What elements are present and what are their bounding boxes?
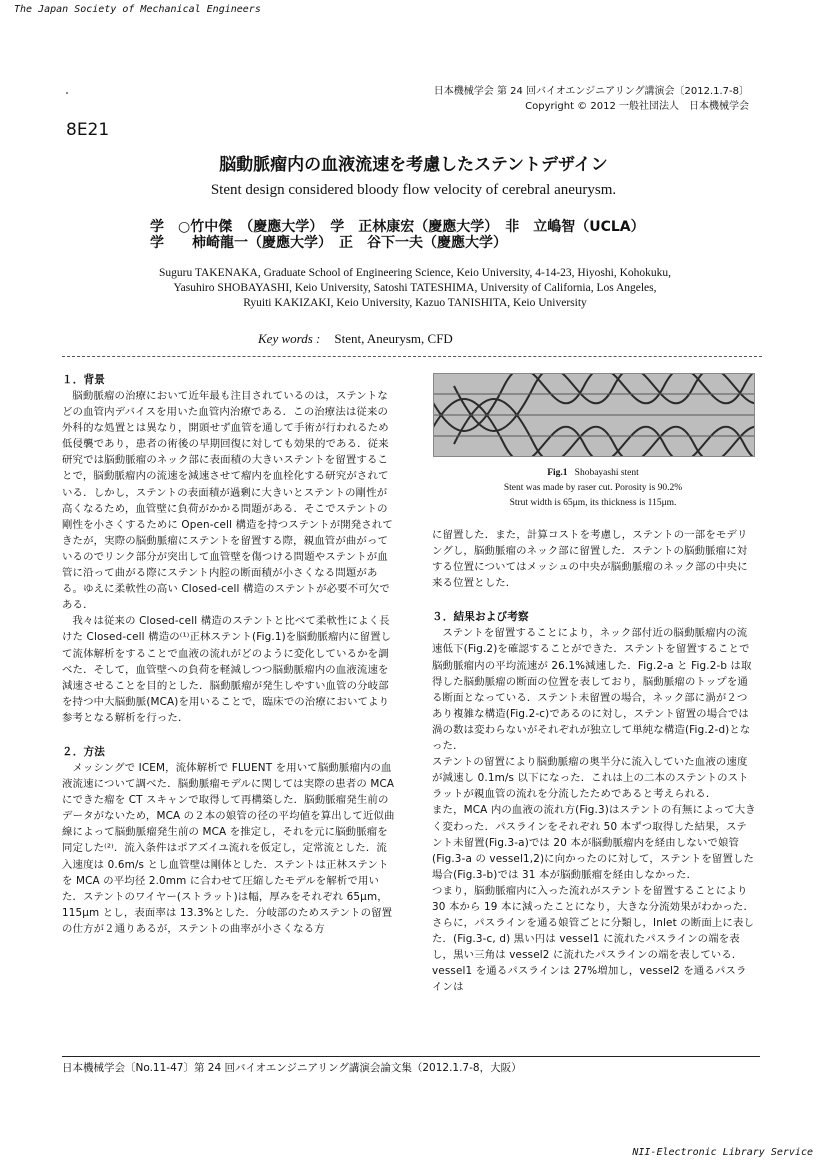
footer-rule [62,1056,760,1057]
figure-label: Fig.1 [547,468,568,478]
paragraph: に留置した．また，計算コストを考慮し，ステントの一部をモデリングし，脳動脈瘤のネック部に留置した．ステントの脳動脈瘤に対する位置についてはメッシュの中央が脳動脈瘤のネック部の中央に来る位置とした． [432,529,748,590]
scan-speck [66,92,68,94]
caption-line: Strut width is 65μm, its thickness is 115μm. [509,498,677,508]
affiliation-line: Ryuiti KAKIZAKI, Keio University, Kazuo TANISHITA, Keio University [243,297,587,309]
affiliations [70,266,760,311]
right-column [432,527,756,996]
caption-line: Stent was made by raser cut. Porosity is 90.2% [503,483,683,493]
keywords-label: Key words : [258,331,321,346]
figure-title: Shobayashi stent [574,468,639,478]
affiliation-line: Yasuhiro SHOBAYASHI, Keio University, Satoshi TATESHIMA, University of California, Los Angeles, [173,282,657,294]
section-heading: １．背景 [62,374,105,386]
paragraph: つまり，脳動脈瘤内に入った流れがステントを留置することにより 30 本から 19 本に減ったことになり，大きな分流効果がわかった．さらに，パスラインを通る娘管ごとに分類し，Inlet の断面上に表した．(Fig.3-c, d) 黒い円は vessel1 に流れたパスラインの端を表し，黒い三角は vessel2 に流れたパスラインの端を表している．vessel1 を通るパスラインは 27%増加し，vessel2 を通るパスラインは [432,884,755,994]
author-row-1: 学 ○竹中傑 （慶應大学） 学 正林康宏（慶應大学） 非 立嶋智（UCLA） [150,219,645,235]
figure-caption [433,466,753,511]
paragraph: また，MCA 内の血液の流れ方(Fig.3)はステントの有無によって大きく変わった．パスラインをそれぞれ 50 本ずつ取得した結果，ステント未留置(Fig.3-a)では 20 本が脳動脈瘤内を経由しないで娘管(Fig.3-a の vessel1,2)に向かったのに対して，ステントを留置した場合(Fig.3-b)では 31 本が脳動脈瘤を経由しなかった． [432,804,756,881]
paragraph: 我々は従来の Closed-cell 構造のステントと比べて柔軟性によく長けた Closed-cell 構造の⁽¹⁾正林ステント(Fig.1)を脳動脈瘤内に留置して流体解析をすることで血液の流れがどのように変化しているかを調べた．そして，血管壁への負荷を軽減しつつ脳動脈瘤内の血液流速を減速させることを目的とした．脳動脈瘤が発生しやすい血管の分岐部を持つ中大脳動脈(MCA)を用いることで，臨床での治療においてより参考となる解析を行った． [62,615,392,724]
stent-figure [433,373,755,457]
stent-mesh-image [434,374,754,456]
conference-line: 日本機械学会 第 24 回バイオエンジニアリング講演会〔2012.1.7-8〕 [433,86,749,97]
left-column [62,372,395,937]
running-header: The Japan Society of Mechanical Engineers [14,4,261,15]
keywords-value: Stent, Aneurysm, CFD [334,331,453,346]
proceedings-footer: 日本機械学会〔No.11-47〕第 24 回バイオエンジニアリング講演会論文集（2012.1.7-8，大阪） [62,1062,522,1074]
paragraph: ステントを留置することにより，ネック部付近の脳動脈瘤内の流速低下(Fig.2)を確認することができた．ステントを留置することで脳動脈瘤内の平均流速が 26.1%減速した．Fig.2-a と Fig.2-b は取得した脳動脈瘤の断面の位置を表しており，脳動脈瘤のトップを通る断面となっている．ステント未留置の場合，ネック部に渦が２つあり複雑な構造(Fig.2-c)であるのに対し，ステント留置の場合では渦の数は変わらないがそれぞれが独立して単純な構造(Fig.2-d)となった． [432,627,752,753]
paper-id: 8E21 [66,120,110,140]
keywords [258,331,453,347]
title-japanese: 脳動脈瘤内の血液流速を考慮したステントデザイン [219,155,608,175]
title-english: Stent design considered bloody flow velocity of cerebral aneurysm. [210,182,617,198]
paragraph: ステントの留置により脳動脈瘤の奥半分に流入していた血液の速度が減速し 0.1m/s 以下になった．これは上の二本のステントのストラットが親血管の流れを分流したためであると考えられる． [432,756,749,801]
author-row-2: 学 柿崎龍一（慶應大学） 正 谷下一夫（慶應大学） [150,235,507,251]
section-heading: ３．結果および考察 [432,611,529,624]
copyright-line: Copyright © 2012 一般社団法人 日本機械学会 [525,101,749,112]
paragraph: 脳動脈瘤の治療において近年最も注目されているのは，ステントなどの血管内デバイスを用いた血管内治療である．この治療法は従来の外科的な処置とは異なり，開頭せず血管を通して手術が行われるため低侵襲であり，患者の術後の早期回復に対しても効果的である．従来研究では脳動脈瘤のネック部に表面積の大きいステントを留置することで，脳動脈瘤内の流速を減速させて瘤内を血栓化する研究がされている．しかし，ステントの表面積が過剰に大きいとステントの剛性が高くなるため，血管壁に負荷がかかる問題がある．そこでステントの剛性を小さくするために Open-cell 構造を持つステントが開発されてきたが，実際の脳動脈瘤にステントを留置する際，親血管が曲がっているのでリンク部分が突出して血管壁を傷つける問題やステントが血管に沿って曲がる際にステント内腔の断面積が小さくなる問題がある。ゆえに柔軟性の高い Closed-cell 構造のステントが必要不可欠である． [62,390,393,612]
affiliation-line: Suguru TAKENAKA, Graduate School of Engineering Science, Keio University, 4-14-23, Hiyoshi, Kohokuku, [158,267,672,279]
running-footer: NII-Electronic Library Service [632,1147,813,1158]
separator-rule [62,356,762,357]
section-heading: ２．方法 [62,745,105,758]
conference-header [434,84,749,114]
paragraph: メッシングで ICEM，流体解析で FLUENT を用いて脳動脈瘤内の血液流速について調べた．脳動脈瘤モデルに関しては実際の患者の MCA にできた瘤を CT スキャンで取得して再構築した．脳動脈瘤発生前のデータがないため，MCA の２本の娘管の径の平均値を算出して近似曲線によって脳動脈瘤発生前の MCA を推定し，それを元に脳動脈瘤を同定した⁽²⁾．流入条件はポアズイユ流れを仮定し，定常流とした．流入速度は 0.6m/s とし血管壁は剛体とした．ステントは正林ステントを MCA の平均径 2.0mm に合わせて圧縮したモデルを解析で用いた．ステントのワイヤー(ストラット)は幅，厚みをそれぞれ 65μm，115μm とし，表面率は 13.3%とした．分岐部のためステントの留置の仕方が２通りあるが，ステントの曲率が小さくなる方 [62,761,395,935]
